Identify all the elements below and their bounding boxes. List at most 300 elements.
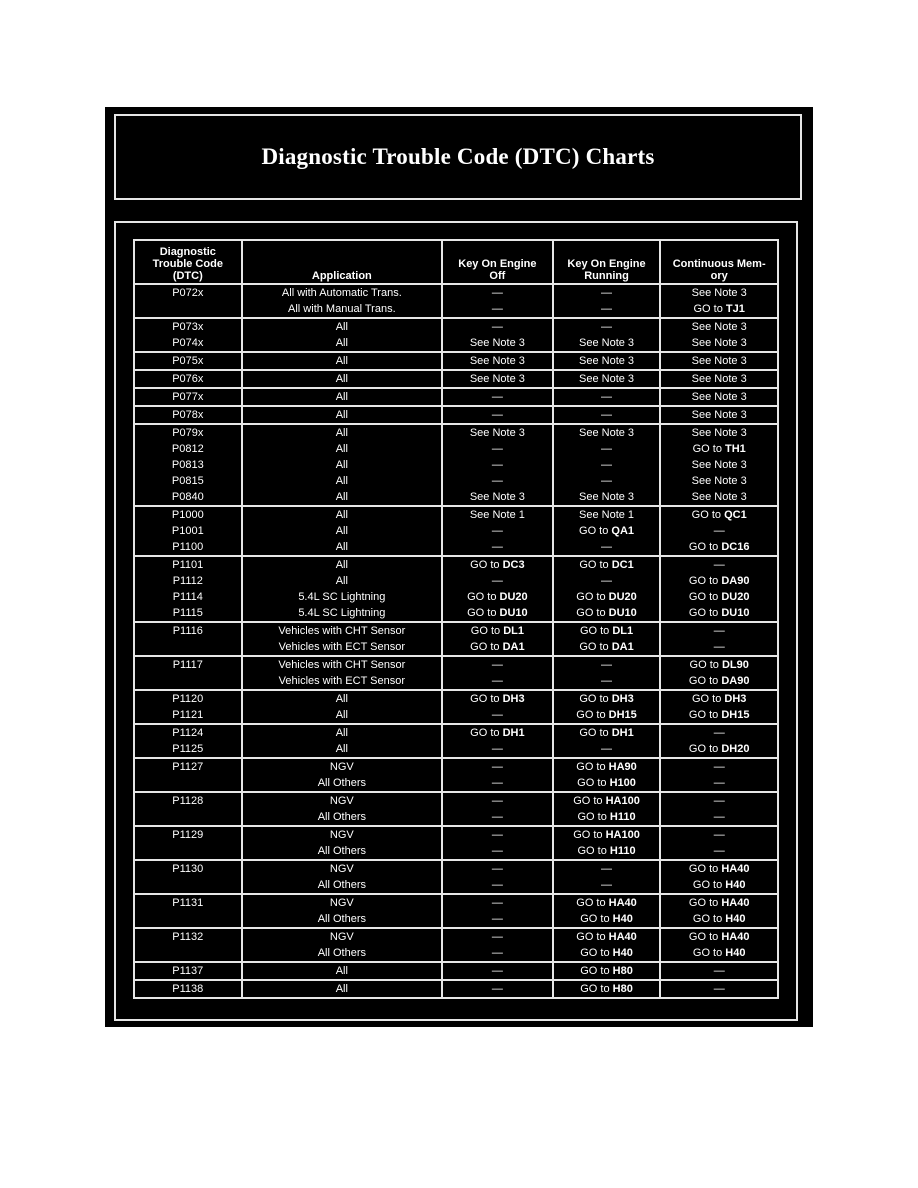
koer-cell-value: —	[601, 575, 613, 587]
continuous-memory-cell	[660, 928, 778, 962]
dtc-cell-value	[135, 639, 241, 655]
dtc-table	[133, 239, 779, 999]
continuous-memory-cell-value: —	[713, 777, 725, 789]
continuous-memory-cell	[660, 284, 778, 318]
table-row	[134, 656, 778, 690]
koeo-cell	[442, 928, 553, 962]
continuous-memory-cell-value: GO to H40	[692, 913, 746, 925]
koeo-cell-value: GO to DU10	[467, 607, 528, 619]
dtc-cell	[134, 622, 242, 656]
koeo-cell-value: —	[491, 475, 503, 487]
koer-cell	[553, 556, 661, 622]
application-cell-value: Vehicles with CHT Sensor	[278, 625, 406, 637]
dtc-cell	[134, 556, 242, 622]
continuous-memory-cell-value: —	[713, 625, 725, 637]
koer-cell	[553, 860, 661, 894]
header-row	[134, 240, 778, 284]
continuous-memory-cell-value: —	[713, 965, 725, 977]
application-cell-value: 5.4L SC Lightning	[298, 591, 386, 603]
application-cell-value: All Others	[317, 947, 366, 959]
continuous-memory-cell-value: See Note 3	[691, 337, 747, 349]
application-cell	[242, 406, 442, 424]
application-cell-value: NGV	[329, 829, 354, 841]
application-cell	[242, 352, 442, 370]
dtc-cell-value	[135, 809, 241, 825]
continuous-memory-cell-value: See Note 3	[691, 475, 747, 487]
application-cell-value: All	[335, 743, 348, 755]
continuous-memory-cell-value: GO to TJ1	[693, 303, 745, 315]
koeo-cell-value: —	[491, 575, 503, 587]
koeo-cell	[442, 724, 553, 758]
application-cell-value: All Others	[317, 777, 366, 789]
dtc-cell-value: P1116	[172, 625, 203, 637]
continuous-memory-cell-value: See Note 3	[691, 355, 747, 367]
continuous-memory-cell-value: GO to H40	[692, 879, 746, 891]
application-cell-value: Vehicles with CHT Sensor	[278, 659, 406, 671]
koeo-cell-value: —	[491, 541, 503, 553]
koeo-cell-value: —	[491, 965, 503, 977]
koer-cell	[553, 656, 661, 690]
koer-cell	[553, 980, 661, 998]
application-cell	[242, 724, 442, 758]
koer-cell-value: GO to DU20	[576, 591, 637, 603]
koeo-cell	[442, 370, 553, 388]
continuous-memory-cell-value: —	[713, 727, 725, 739]
dtc-cell	[134, 506, 242, 556]
dtc-cell-value: P0840	[171, 491, 204, 503]
header-continuous-memory: Continuous Mem- ory	[660, 240, 778, 284]
dtc-cell-value: P1129	[172, 829, 204, 841]
koer-cell-value: —	[601, 675, 613, 687]
koeo-cell-value: —	[491, 321, 503, 333]
table-row	[134, 962, 778, 980]
application-cell	[242, 556, 442, 622]
dtc-cell-value: P073x	[172, 321, 204, 333]
application-cell-value: Vehicles with ECT Sensor	[278, 675, 406, 687]
table-row	[134, 622, 778, 656]
continuous-memory-cell-value: —	[713, 829, 725, 841]
koeo-cell	[442, 388, 553, 406]
application-cell-value: All	[335, 409, 348, 421]
continuous-memory-cell-value: —	[713, 983, 725, 995]
koer-cell	[553, 318, 661, 352]
koeo-cell-value: —	[491, 947, 503, 959]
application-cell	[242, 424, 442, 506]
koeo-cell-value: —	[491, 897, 503, 909]
dtc-cell	[134, 656, 242, 690]
koeo-cell	[442, 284, 553, 318]
continuous-memory-cell-value: GO to DU10	[688, 607, 750, 619]
koeo-cell-value: —	[491, 443, 503, 455]
dtc-cell-value: P1001	[171, 525, 204, 537]
application-cell-value: 5.4L SC Lightning	[298, 607, 386, 619]
dtc-cell	[134, 424, 242, 506]
application-cell	[242, 690, 442, 724]
koer-cell	[553, 622, 661, 656]
koer-cell-value: GO to H110	[577, 845, 636, 857]
koeo-cell-value: —	[491, 913, 503, 925]
koer-cell-value: GO to H80	[580, 983, 633, 995]
application-cell-value: NGV	[329, 931, 354, 943]
continuous-memory-cell-value: GO to QC1	[691, 509, 747, 521]
continuous-memory-cell-value: —	[713, 795, 725, 807]
dtc-cell-value: P076x	[172, 373, 204, 385]
application-cell	[242, 622, 442, 656]
application-cell-value: All Others	[317, 879, 366, 891]
koer-cell-value: GO to DH1	[579, 727, 634, 739]
application-cell-value: All	[335, 693, 348, 705]
koer-cell-value: —	[601, 459, 613, 471]
koer-cell-value: See Note 3	[579, 491, 635, 503]
continuous-memory-cell-value: GO to HA40	[688, 931, 750, 943]
application-cell-value: All	[335, 321, 348, 333]
application-cell	[242, 962, 442, 980]
dtc-cell	[134, 980, 242, 998]
application-cell	[242, 792, 442, 826]
application-cell-value: NGV	[329, 795, 354, 807]
koeo-cell-value: —	[491, 391, 503, 403]
application-cell-value: All	[335, 575, 348, 587]
koeo-cell	[442, 556, 553, 622]
koer-cell-value: —	[601, 391, 613, 403]
continuous-memory-cell	[660, 370, 778, 388]
continuous-memory-cell	[660, 406, 778, 424]
continuous-memory-cell-value: —	[713, 761, 725, 773]
koeo-cell-value: GO to DU20	[467, 591, 528, 603]
dtc-cell-value	[135, 843, 241, 859]
koer-cell	[553, 894, 661, 928]
application-cell-value: NGV	[329, 761, 354, 773]
koer-cell-value: —	[601, 303, 613, 315]
continuous-memory-cell-value: GO to DU20	[688, 591, 750, 603]
koeo-cell	[442, 962, 553, 980]
table-row	[134, 860, 778, 894]
koeo-cell-value: See Note 3	[469, 337, 525, 349]
continuous-memory-cell-value: GO to DA90	[688, 675, 750, 687]
application-cell	[242, 894, 442, 928]
dtc-cell	[134, 894, 242, 928]
koeo-cell-value: See Note 3	[469, 373, 525, 385]
table-row	[134, 894, 778, 928]
koer-cell-value: GO to HA100	[573, 829, 640, 841]
dtc-cell-value: P1130	[172, 863, 204, 875]
continuous-memory-cell	[660, 556, 778, 622]
application-cell-value: All with Manual Trans.	[288, 303, 396, 315]
table-row	[134, 556, 778, 622]
koeo-cell-value: GO to DH3	[470, 693, 525, 705]
koeo-cell	[442, 352, 553, 370]
dtc-cell-value	[135, 945, 241, 961]
koer-cell-value: GO to DU10	[576, 607, 637, 619]
koeo-cell-value: —	[491, 845, 503, 857]
application-cell-value: All	[335, 391, 348, 403]
koer-cell	[553, 424, 661, 506]
application-cell-value: All Others	[317, 913, 366, 925]
dtc-cell-value: P0813	[171, 459, 204, 471]
table-row	[134, 506, 778, 556]
continuous-memory-cell	[660, 724, 778, 758]
continuous-memory-cell-value: GO to DL90	[689, 659, 749, 671]
koeo-cell	[442, 980, 553, 998]
koeo-cell-value: —	[491, 829, 503, 841]
application-cell	[242, 388, 442, 406]
application-cell-value: All	[335, 709, 348, 721]
koer-cell-value: GO to DL1	[579, 625, 634, 637]
header-koeo: Key On Engine Off	[442, 240, 553, 284]
koeo-cell	[442, 894, 553, 928]
koeo-cell-value: —	[491, 659, 503, 671]
dtc-cell-value: P1137	[172, 965, 204, 977]
koer-cell-value: GO to DH15	[576, 709, 637, 721]
dtc-cell-value: P1131	[172, 897, 204, 909]
koer-cell-value: See Note 3	[579, 355, 635, 367]
application-cell-value: All	[335, 475, 348, 487]
continuous-memory-cell	[660, 894, 778, 928]
dtc-cell	[134, 388, 242, 406]
table-box	[114, 221, 798, 1127]
koer-cell-value: —	[601, 443, 613, 455]
continuous-memory-cell-value: GO to TH1	[692, 443, 746, 455]
koeo-cell	[442, 690, 553, 724]
dtc-cell-value: P1112	[172, 575, 203, 587]
dtc-cell	[134, 352, 242, 370]
table-row	[134, 424, 778, 506]
koeo-cell	[442, 656, 553, 690]
continuous-memory-cell	[660, 424, 778, 506]
dtc-cell-value: P1125	[172, 743, 204, 755]
dtc-cell	[134, 318, 242, 352]
koeo-cell-value: —	[491, 811, 503, 823]
koer-cell	[553, 406, 661, 424]
dtc-cell-value	[135, 775, 241, 791]
dtc-cell-value	[135, 301, 241, 317]
dtc-cell-value: P1000	[171, 509, 204, 521]
application-cell-value: All	[335, 965, 348, 977]
koeo-cell-value: See Note 1	[469, 509, 525, 521]
koeo-cell	[442, 318, 553, 352]
continuous-memory-cell-value: See Note 3	[691, 373, 747, 385]
koer-cell-value: GO to H40	[580, 947, 633, 959]
koer-cell-value: GO to DC1	[579, 559, 634, 571]
koer-cell	[553, 506, 661, 556]
dtc-cell	[134, 758, 242, 792]
koeo-cell	[442, 424, 553, 506]
application-cell-value: All	[335, 525, 348, 537]
continuous-memory-cell-value: GO to DH15	[688, 709, 750, 721]
continuous-memory-cell	[660, 388, 778, 406]
application-cell	[242, 980, 442, 998]
continuous-memory-cell	[660, 962, 778, 980]
dtc-cell-value: P1101	[172, 559, 204, 571]
table-row	[134, 406, 778, 424]
koer-cell-value: GO to H40	[580, 913, 633, 925]
continuous-memory-cell-value: See Note 3	[691, 321, 747, 333]
dtc-cell	[134, 826, 242, 860]
continuous-memory-cell-value: GO to HA40	[688, 897, 750, 909]
koeo-cell-value: —	[491, 761, 503, 773]
table-row	[134, 758, 778, 792]
koer-cell-value: —	[601, 409, 613, 421]
koer-cell	[553, 826, 661, 860]
application-cell-value: All	[335, 373, 348, 385]
table-row	[134, 980, 778, 998]
continuous-memory-cell-value: See Note 3	[691, 287, 747, 299]
koeo-cell-value: —	[491, 409, 503, 421]
koeo-cell-value: —	[491, 287, 503, 299]
koeo-cell	[442, 860, 553, 894]
dtc-cell	[134, 724, 242, 758]
continuous-memory-cell-value: See Note 3	[691, 427, 747, 439]
dtc-cell-value: P1132	[172, 931, 204, 943]
dtc-cell	[134, 928, 242, 962]
continuous-memory-cell	[660, 826, 778, 860]
continuous-memory-cell-value: See Note 3	[691, 491, 747, 503]
koer-cell-value: —	[601, 863, 613, 875]
dtc-cell-value	[135, 673, 241, 689]
koeo-cell-value: GO to DL1	[470, 625, 524, 637]
continuous-memory-cell-value: —	[713, 525, 725, 537]
koeo-cell-value: —	[491, 863, 503, 875]
continuous-memory-cell	[660, 792, 778, 826]
application-cell-value: All	[335, 443, 348, 455]
koer-cell-value: GO to H80	[580, 965, 633, 977]
dtc-cell-value: P1114	[172, 591, 203, 603]
continuous-memory-cell-value: GO to DA90	[688, 575, 750, 587]
koeo-cell-value: —	[491, 303, 503, 315]
koer-cell-value: GO to QA1	[579, 525, 635, 537]
koer-cell	[553, 370, 661, 388]
koer-cell	[553, 690, 661, 724]
application-cell	[242, 318, 442, 352]
dtc-cell-value: P1100	[172, 541, 204, 553]
table-row	[134, 284, 778, 318]
koer-cell-value: GO to HA40	[576, 897, 637, 909]
application-cell	[242, 928, 442, 962]
continuous-memory-cell-value: —	[713, 559, 725, 571]
dtc-cell-value: P1138	[172, 983, 204, 995]
koeo-cell-value: —	[491, 675, 503, 687]
continuous-memory-cell-value: See Note 3	[691, 459, 747, 471]
application-cell-value: All with Automatic Trans.	[281, 287, 402, 299]
koer-cell	[553, 928, 661, 962]
application-cell-value: All	[335, 491, 348, 503]
dtc-cell	[134, 792, 242, 826]
application-cell-value: All	[335, 459, 348, 471]
koer-cell-value: —	[601, 321, 613, 333]
koeo-cell-value: —	[491, 931, 503, 943]
application-cell-value: All	[335, 427, 348, 439]
table-row	[134, 928, 778, 962]
header-application: Application	[242, 240, 442, 284]
dtc-cell-value: P0815	[171, 475, 204, 487]
koeo-cell	[442, 826, 553, 860]
koeo-cell-value: See Note 3	[469, 427, 525, 439]
koeo-cell-value: —	[491, 459, 503, 471]
application-cell-value: All	[335, 337, 348, 349]
koer-cell-value: See Note 3	[579, 427, 635, 439]
table-row	[134, 690, 778, 724]
dtc-cell-value: P1128	[172, 795, 204, 807]
dtc-cell	[134, 690, 242, 724]
header-dtc: Diagnostic Trouble Code (DTC)	[134, 240, 242, 284]
dtc-cell-value: P072x	[172, 287, 204, 299]
application-cell-value: NGV	[329, 897, 354, 909]
dtc-cell-value	[135, 911, 241, 927]
koeo-cell-value: —	[491, 795, 503, 807]
koer-cell	[553, 352, 661, 370]
application-cell	[242, 860, 442, 894]
koer-cell-value: See Note 1	[579, 509, 635, 521]
application-cell-value: All	[335, 559, 348, 571]
koeo-cell	[442, 758, 553, 792]
application-cell	[242, 758, 442, 792]
continuous-memory-cell	[660, 758, 778, 792]
continuous-memory-cell	[660, 318, 778, 352]
header-koer: Key On Engine Running	[553, 240, 661, 284]
dtc-chart-panel	[105, 107, 813, 1127]
koer-cell-value: GO to DA1	[579, 641, 634, 653]
koer-cell-value: See Note 3	[579, 337, 635, 349]
koer-cell-value: GO to H110	[577, 811, 636, 823]
koer-cell-value: —	[601, 659, 613, 671]
table-row	[134, 388, 778, 406]
continuous-memory-cell	[660, 690, 778, 724]
continuous-memory-cell	[660, 980, 778, 998]
koer-cell	[553, 388, 661, 406]
application-cell-value: All	[335, 509, 348, 521]
koer-cell-value: GO to DH3	[579, 693, 634, 705]
continuous-memory-cell-value: —	[713, 811, 725, 823]
application-cell	[242, 506, 442, 556]
application-cell	[242, 656, 442, 690]
dtc-cell-value: P079x	[172, 427, 204, 439]
dtc-cell-value: P1127	[172, 761, 204, 773]
koer-cell-value: GO to HA100	[573, 795, 640, 807]
dtc-cell	[134, 962, 242, 980]
koeo-cell	[442, 506, 553, 556]
continuous-memory-cell-value: See Note 3	[691, 391, 747, 403]
continuous-memory-cell	[660, 860, 778, 894]
continuous-memory-cell-value: GO to H40	[692, 947, 746, 959]
table-row	[134, 724, 778, 758]
koeo-cell	[442, 622, 553, 656]
koeo-cell-value: See Note 3	[469, 491, 525, 503]
dtc-cell-value: P1121	[172, 709, 204, 721]
koeo-cell-value: GO to DH1	[470, 727, 525, 739]
application-cell-value: All	[335, 541, 348, 553]
koeo-cell-value: GO to DA1	[470, 641, 525, 653]
koer-cell-value: —	[601, 475, 613, 487]
koer-cell-value: GO to H100	[577, 777, 636, 789]
title-box	[114, 114, 802, 200]
koer-cell-value: —	[601, 879, 613, 891]
page-title: Diagnostic Trouble Code (DTC) Charts	[261, 144, 655, 169]
koeo-cell-value: —	[491, 879, 503, 891]
dtc-cell-value	[135, 877, 241, 893]
dtc-cell-value: P1120	[172, 693, 204, 705]
koer-cell	[553, 284, 661, 318]
continuous-memory-cell	[660, 656, 778, 690]
table-row	[134, 370, 778, 388]
table-row	[134, 826, 778, 860]
continuous-memory-cell-value: GO to HA40	[688, 863, 750, 875]
dtc-cell	[134, 284, 242, 318]
dtc-cell-value: P1117	[172, 659, 203, 671]
continuous-memory-cell	[660, 622, 778, 656]
table-row	[134, 792, 778, 826]
koeo-cell-value: See Note 3	[469, 355, 525, 367]
koer-cell-value: —	[601, 287, 613, 299]
